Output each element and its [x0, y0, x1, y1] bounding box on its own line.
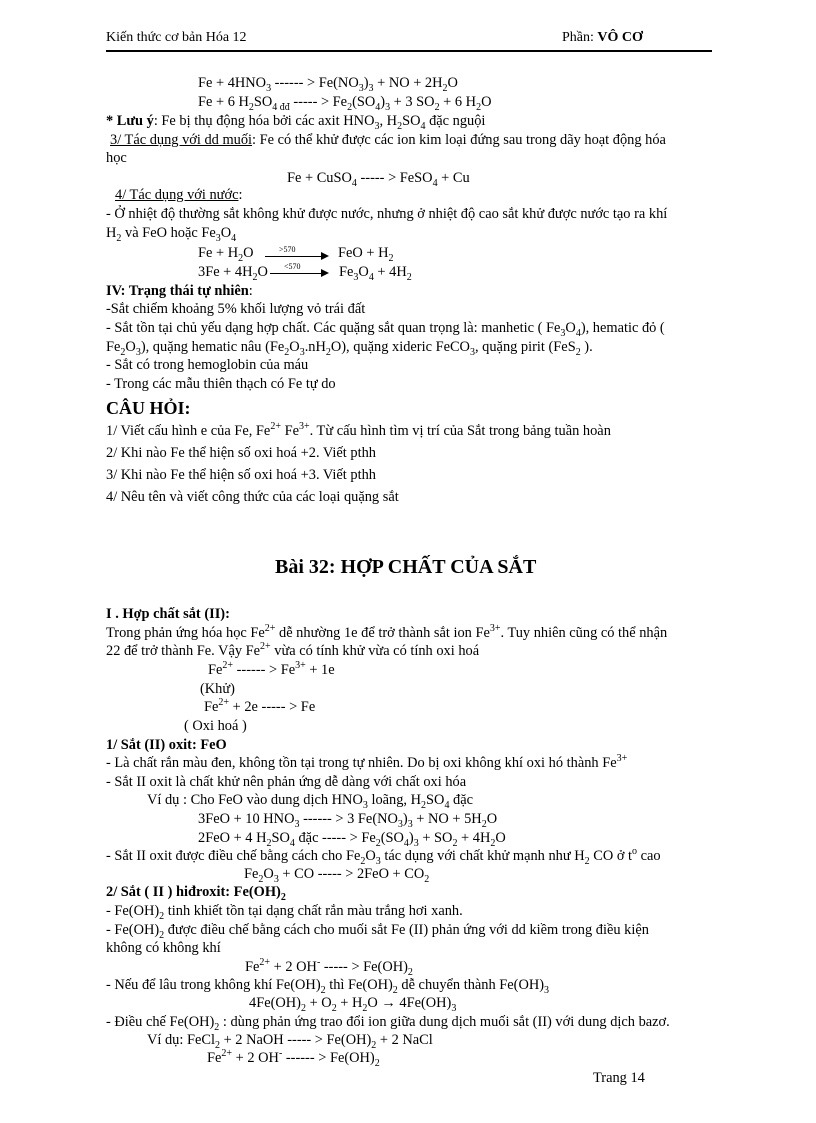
eq-water2-left: $3Fe + 4H_2O$: [198, 264, 268, 283]
hydroxide-line4: - Nếu để lâu trong không khí $Fe(OH)_2$ thì $Fe(OH)_2$ dễ chuyển thành $Fe(OH)_3$: [106, 977, 550, 996]
natural-line3: $Fe_2O_3$), quặng hematic nâu $(Fe_2O_3.nH_2O)$, quặng xideric FeCO$_3$, quặng pirit (FeS$_2$ ).: [106, 339, 593, 358]
feo-prep: - Sắt II oxit được điều chế bằng cách cho $Fe_2O_3$ tác dụng với chất khử mạnh như $H_2$ CO ở $t^o$ cao: [106, 846, 661, 867]
intro-line2: 22 để trở thành Fe. Vậy $Fe^{2+}$ vừa có tính khử vừa có tính oxi hoá: [106, 641, 480, 659]
eq-fe-cuso4: Fe + CuSO$_4$ ----- > FeSO$_4$ + Cu: [287, 170, 470, 189]
header-rule: [106, 50, 712, 52]
question-4: 4/ Nêu tên và viết công thức của các loại quặng sắt: [106, 489, 399, 505]
note-passivation: * Lưu ý: Fe bị thụ động hóa bởi các axit $HNO_3$, $H_2SO_4$ đặc nguội: [106, 113, 486, 132]
hydroxide-line1: - $Fe(OH)_2$ tinh khiết tồn tại dạng chất rắn màu trắng hơi xanh.: [106, 903, 463, 922]
header-right: Phần: VÔ CƠ: [562, 30, 643, 45]
label-oxidizer: ( Oxi hoá ): [184, 718, 247, 734]
page-number: Trang 14: [593, 1070, 645, 1086]
item3-line2: học: [106, 150, 127, 166]
hydroxide-example: Ví dụ: FeCl$_2$ + 2 NaOH ----- > $Fe(OH)_2 + 2$ NaCl: [147, 1032, 433, 1051]
hydroxide-eq1: $Fe^{2+} + 2$ OH- ----- > $Fe(OH)_2$: [245, 957, 413, 978]
hydroxide-eq2: $4Fe(OH)_2 + O_2 + H_2O \to 4Fe(OH)_3$: [249, 995, 457, 1014]
hydroxide-line5: - Điều chế $Fe(OH)_2$ : dùng phản ứng trao đổi ion giữa dung dịch muối sắt (II) với dung dịch bazơ.: [106, 1014, 670, 1033]
lesson-title: Bài 32: HỢP CHẤT CỦA SẮT: [275, 556, 537, 578]
section-i-title: I . Hợp chất sắt (II):: [106, 606, 230, 622]
question-3: 3/ Khi nào Fe thể hiện số oxi hoá +3. Viết pthh: [106, 467, 376, 483]
feo-title: 1/ Sắt (II) oxit: FeO: [106, 737, 227, 753]
eq-fe-h2so4: Fe + 6 $H_2SO_{4 đđ}$ ----- > $Fe_2(SO_4)_3 + 3$ $SO_2 + 6$ $H_2O$: [198, 94, 492, 113]
hydroxide-title: 2/ Sắt ( II ) hiđroxit: $Fe(OH)_2$: [106, 884, 286, 903]
eq-water1-left: $Fe + H_2O$: [198, 245, 254, 264]
natural-line1: -Sắt chiếm khoảng 5% khối lượng vỏ trái đất: [106, 301, 366, 317]
hydroxide-eq3: $Fe^{2+} + 2$ OH- ------ > $Fe(OH)_2$: [207, 1048, 380, 1069]
header-left: Kiến thức cơ bản Hóa 12: [106, 30, 247, 45]
feo-eq1: 3FeO + 10 $HNO_3$ ------ > 3 $Fe(NO_3)_3$ + NO + $5H_2O$: [198, 811, 498, 830]
feo-eq2: 2FeO + 4 $H_2SO_4$ đặc ----- > $Fe_2(SO_4)_3 + SO_2 + 4H_2O$: [198, 830, 506, 849]
hydroxide-line3: không có không khí: [106, 940, 221, 956]
natural-line5: - Trong các mẫu thiên thạch có Fe tự do: [106, 376, 336, 392]
right-arrow-icon: →: [381, 995, 396, 1011]
eq-oxidation: $Fe^{2+} + 2e$ ----- > Fe: [204, 697, 316, 715]
section-iv-title: IV: Trạng thái tự nhiên:: [106, 283, 253, 299]
eq-water1-right: FeO + $H_2$: [338, 245, 394, 264]
hydroxide-line2: - $Fe(OH)_2$ được điều chế bằng cách cho muối sắt Fe (II) phản ứng với dd kiềm trong điều kiện: [106, 922, 649, 941]
feo-eq3: $Fe_2O_3$ + CO ----- > $2FeO + CO_2$: [244, 866, 430, 885]
question-1: 1/ Viết cấu hình e của Fe, $Fe^{2+}$ $Fe^{3+}$. Từ cấu hình tìm vị trí của Sắt trong bảng tuần hoàn: [106, 421, 611, 439]
water-line1: - Ở nhiệt độ thường sắt không khử được nước, nhưng ở nhiệt độ cao sắt khử được nước tạo ra khí: [106, 206, 668, 222]
eq-fe-hno3: $Fe + 4HNO_3$ ------ > $Fe(NO_3)_3$ + NO + $2H_2O$: [198, 75, 458, 94]
reaction-arrow-1: >570: [265, 256, 327, 257]
feo-example: Ví dụ : Cho FeO vào dung dịch $HNO_3$ loãng, $H_2SO_4$ đặc: [147, 792, 474, 811]
water-line2: $H_2$ và FeO hoặc $Fe_3O_4$: [106, 225, 237, 244]
natural-line2: - Sắt tồn tại chủ yếu dạng hợp chất. Các quặng sắt quan trọng là: manhetic ( $Fe_3O_4$), hematic đỏ (: [106, 320, 665, 339]
natural-line4: - Sắt có trong hemoglobin của máu: [106, 357, 309, 373]
feo-line1: - Là chất rắn màu đen, không tồn tại trong tự nhiên. Do bị oxi không khí oxi hó thành $Fe^{3+}$: [106, 753, 628, 771]
label-reducer: (Khử): [200, 681, 235, 697]
eq-reduction: $Fe^{2+}$ ------ > $Fe^{3+} + 1e$: [208, 660, 335, 678]
question-2: 2/ Khi nào Fe thể hiện số oxi hoá +2. Viết pthh: [106, 445, 376, 461]
reaction-arrow-2: <570: [270, 273, 327, 274]
item3-line1: 3/ Tác dụng với dd muối: Fe có thể khử được các ion kim loại đứng sau trong dãy hoạt động hóa: [110, 132, 666, 148]
questions-title: CÂU HỎI:: [106, 398, 191, 418]
intro-line1: Trong phản ứng hóa học $Fe^{2+}$ dễ nhường 1e để trở thành sắt ion $Fe^{3+}$. Tuy nhiên cũng có thể nhận: [106, 623, 668, 641]
feo-line2: - Sắt II oxit là chất khử nên phản ứng dễ dàng với chất oxi hóa: [106, 774, 467, 790]
item4-heading: 4/ Tác dụng với nước:: [115, 187, 243, 203]
eq-water2-right: $Fe_3O_4 + 4H_2$: [339, 264, 412, 283]
